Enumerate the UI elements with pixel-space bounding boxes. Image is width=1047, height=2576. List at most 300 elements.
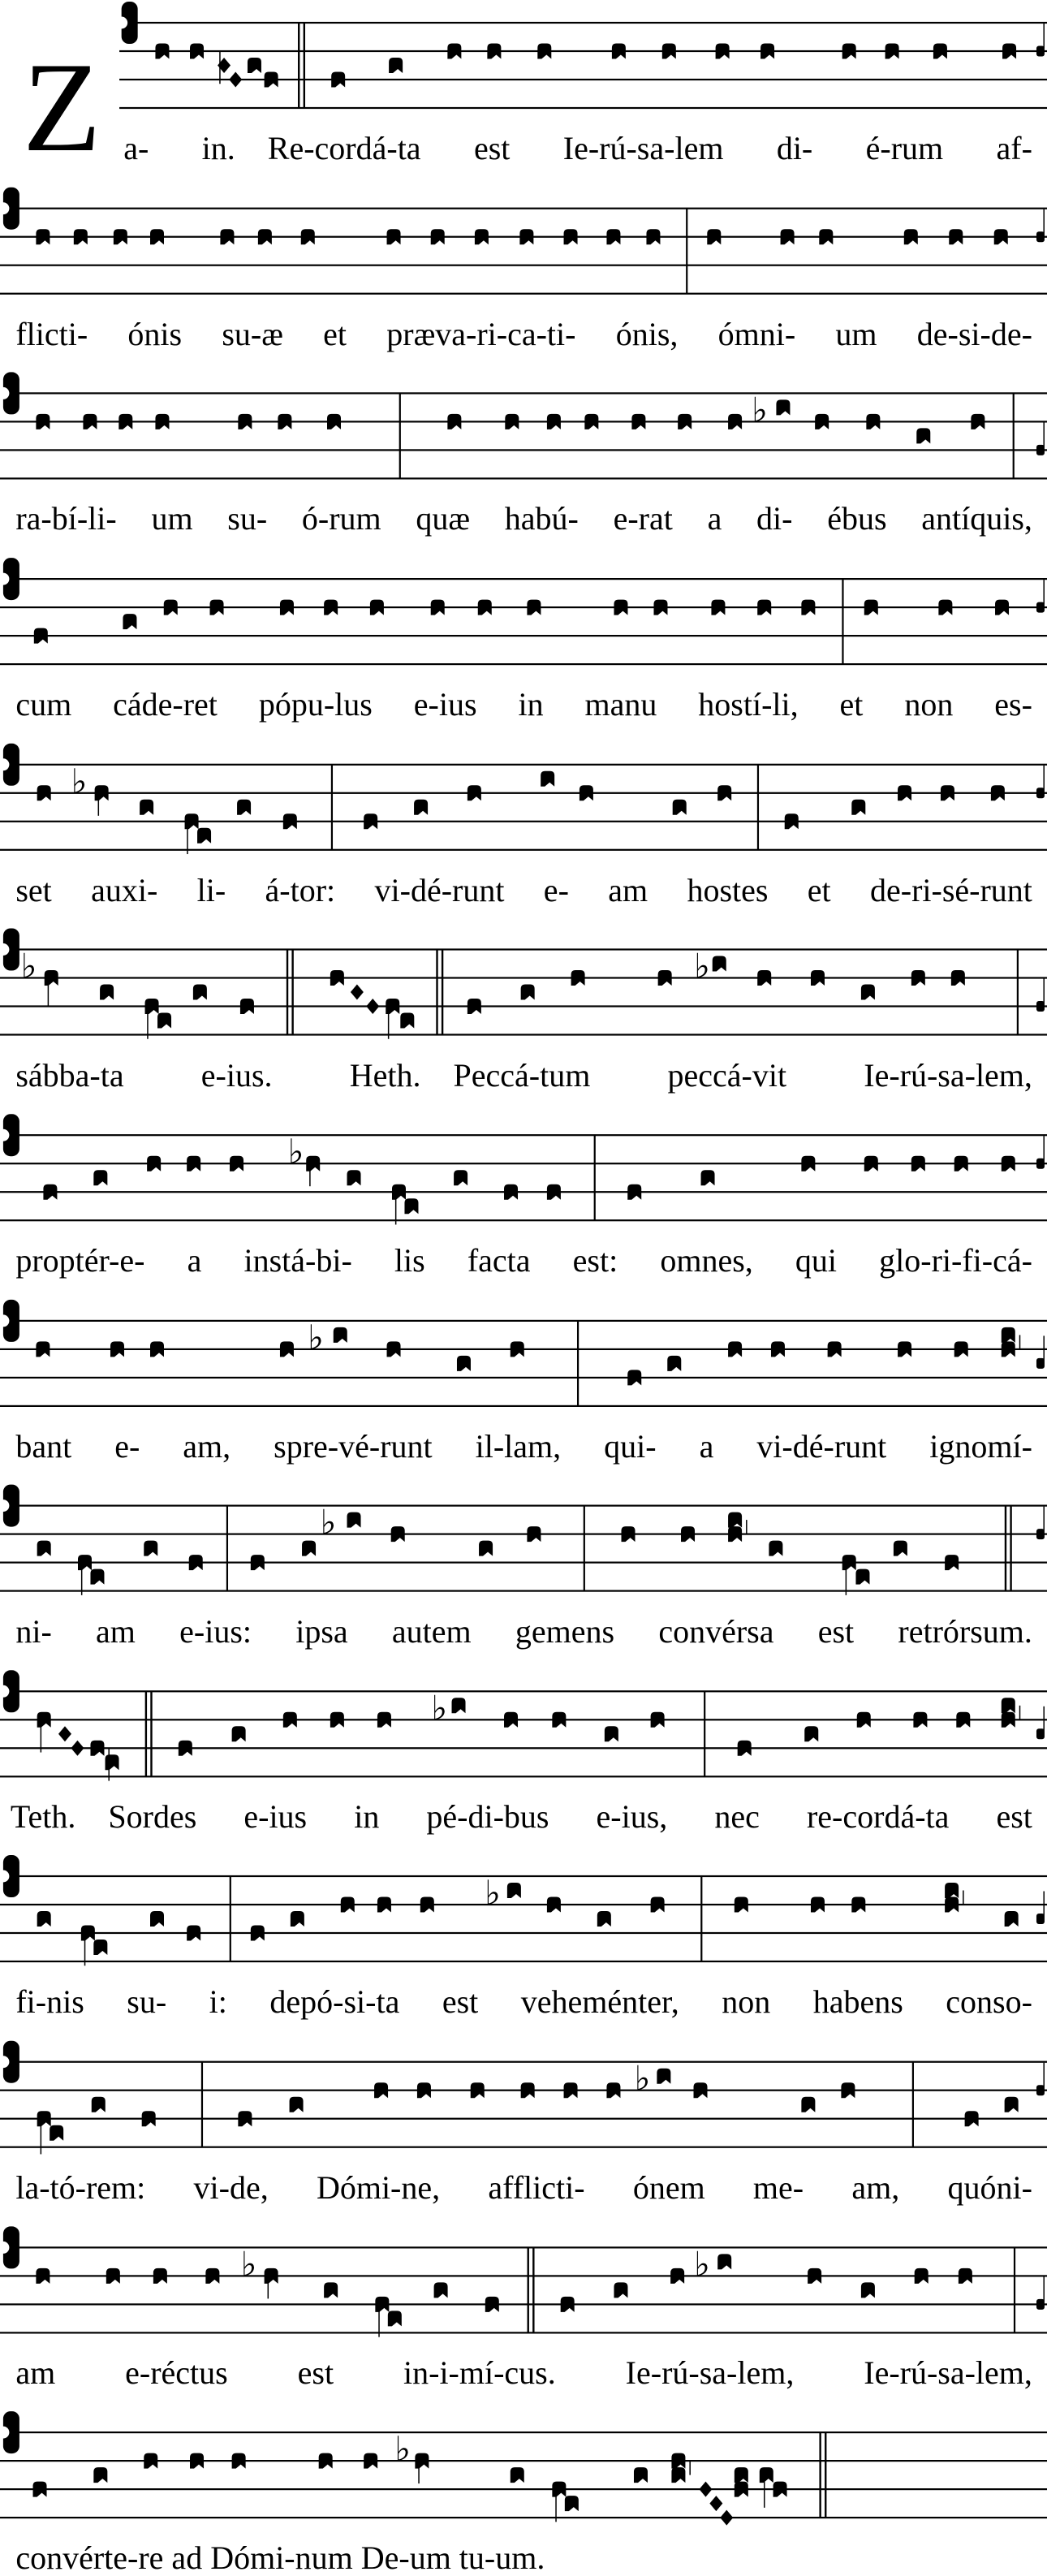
do-clef-icon xyxy=(0,1670,19,1712)
punctum-note xyxy=(238,414,252,429)
staff-line xyxy=(0,477,1047,479)
double-bar-line xyxy=(298,23,299,108)
punctum-note xyxy=(387,1341,401,1357)
flat-sign: ♭ xyxy=(694,946,710,986)
chant-system-9 xyxy=(0,1472,1047,1656)
punctum-note xyxy=(671,2453,685,2469)
punctum-note xyxy=(811,1897,825,1913)
punctum-note xyxy=(662,44,676,59)
punctum-note xyxy=(153,2268,167,2284)
staff-line xyxy=(0,1405,1047,1407)
punctum-note xyxy=(447,414,461,429)
punctum-note xyxy=(995,600,1009,615)
punctum-note xyxy=(467,785,481,800)
punctum-note xyxy=(114,229,127,244)
do-clef-icon xyxy=(0,929,19,971)
punctum-note xyxy=(283,1712,297,1728)
punctum-note xyxy=(851,800,865,815)
custos-stem xyxy=(1043,1507,1045,1531)
staff-line xyxy=(0,1904,1047,1905)
staff-notation xyxy=(0,368,1047,506)
punctum-note xyxy=(614,2282,627,2298)
staff-line xyxy=(0,1747,1047,1749)
punctum-note xyxy=(965,2111,979,2126)
punctum-note xyxy=(278,414,291,429)
punctum-note xyxy=(144,1541,157,1556)
bar-line xyxy=(686,209,687,294)
do-clef-icon xyxy=(0,188,19,230)
punctum-note xyxy=(83,414,97,429)
punctum-note xyxy=(861,2282,875,2298)
lyric-line-13: am e-réctus est in-i-mí-cus. Ie-rú-sa-lem, Ie-rú-sa-lem, xyxy=(15,2354,1032,2392)
punctum-note xyxy=(738,1741,752,1756)
stem-line xyxy=(1019,1335,1021,1349)
diamond-note xyxy=(351,985,364,1000)
punctum-note xyxy=(330,970,344,986)
custos-stem xyxy=(1043,24,1045,48)
punctum-note xyxy=(1002,44,1016,59)
punctum-note xyxy=(386,999,399,1014)
bar-line xyxy=(757,765,759,850)
punctum-note xyxy=(374,2082,388,2098)
bar-line xyxy=(1014,2247,1015,2332)
punctum-note xyxy=(597,1911,611,1927)
diamond-note xyxy=(71,1741,84,1756)
diamond-note xyxy=(699,2482,712,2497)
lyric-line-6: sábba-ta e-ius. Heth. Peccá-tum peccá-vit Ie-rú-sa-lem, xyxy=(15,1056,1032,1094)
punctum-note xyxy=(606,2082,620,2098)
punctum-note xyxy=(193,985,207,1000)
chant-system-11 xyxy=(0,1840,1047,2024)
punctum-note xyxy=(302,1541,316,1556)
punctum-note xyxy=(841,2082,855,2098)
staff-notation xyxy=(0,1288,1047,1426)
punctum-note xyxy=(417,2082,431,2098)
punctum-note xyxy=(37,1541,51,1556)
do-clef-icon xyxy=(0,2411,19,2453)
flat-sign: ♭ xyxy=(751,390,768,430)
bar-line xyxy=(594,1135,596,1220)
punctum-note xyxy=(971,414,985,429)
punctum-note xyxy=(164,600,178,615)
staff-line xyxy=(0,1590,1047,1592)
do-clef-icon xyxy=(0,558,19,600)
punctum-note xyxy=(420,1897,434,1913)
punctum-note xyxy=(157,1013,171,1029)
punctum-note xyxy=(728,1526,742,1542)
punctum-note xyxy=(375,2297,389,2312)
punctum-note xyxy=(804,1726,818,1741)
chant-system-6 xyxy=(0,920,1047,1104)
punctum-note xyxy=(505,414,519,429)
punctum-note xyxy=(678,414,692,429)
punctum-note xyxy=(716,44,730,59)
punctum-note xyxy=(681,1526,695,1542)
punctum-note xyxy=(760,44,774,59)
punctum-note xyxy=(1002,1698,1015,1713)
punctum-note xyxy=(93,1170,107,1185)
punctum-note xyxy=(290,2097,304,2112)
staff-notation xyxy=(0,1656,1047,1794)
punctum-note xyxy=(37,785,51,800)
punctum-note xyxy=(330,1712,344,1728)
punctum-note xyxy=(511,2467,524,2483)
double-bar-line xyxy=(528,2247,529,2332)
punctum-note xyxy=(606,229,620,244)
staff-notation xyxy=(0,736,1047,874)
punctum-note xyxy=(956,1712,970,1728)
custos-stem xyxy=(1043,209,1045,234)
bar-line xyxy=(577,1321,579,1406)
staff-line xyxy=(119,107,1047,109)
flat-sign: ♭ xyxy=(20,946,37,986)
staff-notation xyxy=(0,2208,1047,2346)
punctum-note xyxy=(45,970,58,986)
punctum-note xyxy=(123,614,136,629)
staff-line xyxy=(119,22,1047,24)
punctum-note xyxy=(933,44,947,59)
punctum-note xyxy=(735,2467,748,2483)
punctum-note xyxy=(717,2254,731,2269)
punctum-note xyxy=(521,985,535,1000)
bar-line xyxy=(201,2062,203,2147)
punctum-note xyxy=(728,414,742,429)
punctum-note xyxy=(377,1897,391,1913)
staff-line xyxy=(0,1776,1047,1777)
diamond-note xyxy=(720,2510,733,2526)
punctum-note xyxy=(230,1156,243,1171)
flat-sign: ♭ xyxy=(71,761,88,801)
chant-system-5 xyxy=(0,736,1047,921)
double-bar-line xyxy=(1010,1506,1011,1591)
punctum-note xyxy=(118,414,132,429)
double-bar-line xyxy=(819,2432,821,2518)
punctum-note xyxy=(653,600,667,615)
punctum-note xyxy=(1005,2097,1019,2112)
staff-notation xyxy=(0,1104,1047,1242)
punctum-note xyxy=(95,785,109,800)
punctum-note xyxy=(190,2453,204,2469)
punctum-note xyxy=(37,1911,51,1927)
flat-sign: ♭ xyxy=(394,2429,411,2470)
staff-line xyxy=(0,449,1047,451)
punctum-note xyxy=(670,2268,684,2284)
punctum-note xyxy=(564,229,578,244)
punctum-note xyxy=(324,600,338,615)
punctum-note xyxy=(37,2111,51,2126)
punctum-note xyxy=(280,1341,294,1357)
do-clef-icon xyxy=(0,1855,19,1897)
punctum-note xyxy=(140,800,153,815)
lyric-line-9: ni- am e-ius: ipsa autem gemens convérsa est retrórsum. xyxy=(15,1612,1032,1650)
punctum-note xyxy=(527,1526,541,1542)
custos-stem xyxy=(1043,580,1045,604)
punctum-note xyxy=(37,1712,51,1728)
punctum-note xyxy=(240,999,254,1014)
punctum-note xyxy=(327,414,341,429)
punctum-note xyxy=(43,1184,57,1200)
punctum-note xyxy=(504,1184,518,1200)
punctum-note xyxy=(81,1926,95,1941)
punctum-note xyxy=(387,229,401,244)
punctum-note xyxy=(110,1341,124,1357)
punctum-note xyxy=(187,1156,200,1171)
punctum-note xyxy=(612,44,626,59)
custos-stem xyxy=(1043,979,1045,1003)
punctum-note xyxy=(265,72,278,88)
punctum-note xyxy=(90,1569,104,1585)
staff-line xyxy=(0,2246,1047,2248)
punctum-note xyxy=(251,1555,265,1570)
chant-system-4 xyxy=(0,552,1047,736)
lyric-line-1: a- in. Re-cordá-ta est Ie-rú-sa-lem di- é-rum af- xyxy=(123,130,1032,166)
staff-line xyxy=(0,1134,1047,1136)
punctum-note xyxy=(1002,1712,1015,1728)
do-clef-icon xyxy=(0,744,19,786)
do-clef-icon xyxy=(115,2,138,44)
staff-line xyxy=(0,1320,1047,1322)
punctum-note xyxy=(248,58,261,73)
bar-line xyxy=(230,1876,231,1961)
double-bar-line xyxy=(304,23,305,108)
bar-line xyxy=(700,1876,702,1961)
staff-line xyxy=(119,79,1047,80)
punctum-note xyxy=(735,2482,748,2497)
chant-system-1 xyxy=(0,0,1047,184)
flat-sign: ♭ xyxy=(308,1317,324,1357)
double-bar-line xyxy=(150,1691,152,1776)
punctum-note xyxy=(552,1712,566,1728)
punctum-note xyxy=(431,600,445,615)
punctum-note xyxy=(258,229,272,244)
punctum-note xyxy=(454,1170,467,1185)
stem-line xyxy=(746,1520,748,1534)
bar-line xyxy=(912,2062,914,2147)
punctum-note xyxy=(145,999,159,1014)
punctum-note xyxy=(78,1555,92,1570)
lyric-line-12: la-tó-rem: vi-de, Dómi-ne, afflicti- ónem me- am, quóni- xyxy=(15,2168,1032,2206)
punctum-note xyxy=(851,1897,865,1913)
punctum-note xyxy=(485,2297,499,2312)
lyric-line-8: bant e- am, spre-vé-runt il-lam, qui- a vi-dé-runt ignomí- xyxy=(15,1427,1032,1465)
punctum-note xyxy=(898,1341,911,1357)
staff-notation xyxy=(0,184,1047,322)
punctum-note xyxy=(842,44,856,59)
punctum-note xyxy=(319,2453,333,2469)
custos-stem xyxy=(1043,1707,1045,1731)
punctum-note xyxy=(801,2097,815,2112)
punctum-note xyxy=(904,229,918,244)
punctum-note xyxy=(1002,1156,1015,1171)
punctum-note xyxy=(811,970,825,986)
staff-line xyxy=(0,2118,1047,2120)
punctum-note xyxy=(34,628,48,644)
double-bar-line xyxy=(825,2432,826,2518)
chant-system-14 xyxy=(0,2392,1047,2576)
staff-line xyxy=(0,1562,1047,1564)
punctum-note xyxy=(815,414,829,429)
punctum-note xyxy=(392,1184,406,1200)
punctum-note xyxy=(324,2282,338,2298)
punctum-note xyxy=(452,1698,466,1713)
staff-line xyxy=(0,977,1047,978)
punctum-note xyxy=(561,2297,575,2312)
punctum-note xyxy=(951,970,965,986)
punctum-note xyxy=(142,2111,156,2126)
punctum-note xyxy=(864,1156,878,1171)
punctum-note xyxy=(197,828,211,844)
punctum-note xyxy=(855,1569,869,1585)
custos-stem xyxy=(1043,2276,1045,2301)
punctum-note xyxy=(769,1541,782,1556)
punctum-note xyxy=(521,2082,535,2098)
flat-sign: ♭ xyxy=(240,2244,257,2285)
punctum-note xyxy=(189,1555,203,1570)
punctum-note xyxy=(179,1741,192,1756)
punctum-note xyxy=(785,813,799,829)
punctum-note xyxy=(634,2467,648,2483)
punctum-note xyxy=(106,2268,120,2284)
punctum-note xyxy=(92,2097,106,2112)
punctum-note xyxy=(519,229,533,244)
double-bar-line xyxy=(436,950,437,1035)
punctum-note xyxy=(898,785,911,800)
staff-line xyxy=(119,50,1047,52)
punctum-note xyxy=(93,1940,107,1955)
bar-line xyxy=(226,1506,228,1591)
punctum-note xyxy=(547,1897,561,1913)
punctum-note xyxy=(541,771,554,787)
punctum-note xyxy=(651,1897,665,1913)
punctum-note xyxy=(190,44,204,59)
punctum-note xyxy=(93,2467,107,2483)
do-clef-icon xyxy=(0,2041,19,2083)
punctum-note xyxy=(238,2111,252,2126)
punctum-note xyxy=(757,970,771,986)
staff-line xyxy=(0,663,1047,665)
punctum-note xyxy=(622,1526,636,1542)
double-bar-line xyxy=(442,950,443,1035)
custos-stem xyxy=(1043,1892,1045,1916)
punctum-note xyxy=(911,1156,925,1171)
punctum-note xyxy=(504,1712,518,1728)
punctum-note xyxy=(210,600,224,615)
chant-system-7 xyxy=(0,1104,1047,1288)
punctum-note xyxy=(954,1156,968,1171)
punctum-note xyxy=(280,600,294,615)
punctum-note xyxy=(580,785,593,800)
diamond-note xyxy=(229,72,242,88)
punctum-note xyxy=(487,44,501,59)
punctum-note xyxy=(584,414,598,429)
punctum-note xyxy=(434,2282,448,2298)
punctum-note xyxy=(671,2467,685,2483)
punctum-note xyxy=(701,1170,715,1185)
punctum-note xyxy=(819,229,833,244)
punctum-note xyxy=(377,1712,391,1728)
punctum-note xyxy=(527,600,541,615)
flat-sign: ♭ xyxy=(634,2058,651,2099)
bar-line xyxy=(842,579,843,664)
punctum-note xyxy=(1002,1341,1015,1357)
punctum-note xyxy=(347,1512,361,1528)
punctum-note xyxy=(147,1156,161,1171)
punctum-note xyxy=(457,1356,471,1371)
punctum-note xyxy=(781,229,795,244)
bar-line xyxy=(704,1691,705,1776)
punctum-note xyxy=(364,2453,377,2469)
custos-stem xyxy=(1043,422,1045,447)
punctum-note xyxy=(949,229,963,244)
punctum-note xyxy=(331,72,345,88)
lyric-line-14: convérte-re ad Dómi-num De-um tu-um. xyxy=(15,2539,545,2576)
diamond-note xyxy=(366,999,379,1014)
punctum-note xyxy=(537,44,551,59)
punctum-note xyxy=(994,229,1008,244)
punctum-note xyxy=(657,2069,670,2084)
punctum-note xyxy=(658,970,672,986)
punctum-note xyxy=(565,2496,579,2511)
punctum-note xyxy=(220,229,234,244)
punctum-note xyxy=(564,2082,578,2098)
punctum-note xyxy=(571,970,585,986)
drop-cap-initial: Z xyxy=(23,37,101,179)
punctum-note xyxy=(651,1712,665,1728)
punctum-note xyxy=(728,1341,742,1357)
punctum-note xyxy=(627,1370,641,1385)
staff-line xyxy=(0,1961,1047,1962)
punctum-note xyxy=(711,600,725,615)
staff-line xyxy=(0,2303,1047,2305)
punctum-note xyxy=(36,1341,50,1357)
punctum-note xyxy=(605,1726,618,1741)
punctum-note xyxy=(894,1541,907,1556)
punctum-note xyxy=(341,1897,355,1913)
punctum-note xyxy=(945,1897,959,1913)
bar-line xyxy=(399,393,401,478)
do-clef-icon xyxy=(0,372,19,414)
punctum-note xyxy=(713,956,726,972)
flat-sign: ♭ xyxy=(287,1132,304,1172)
punctum-note xyxy=(864,600,878,615)
punctum-note xyxy=(306,1156,320,1171)
punctum-note xyxy=(150,229,164,244)
do-clef-icon xyxy=(0,1300,19,1342)
staff-line xyxy=(0,2431,1047,2433)
punctum-note xyxy=(471,2082,485,2098)
chant-system-13 xyxy=(0,2208,1047,2393)
double-bar-line xyxy=(145,1691,147,1776)
double-bar-line xyxy=(532,2247,534,2332)
bar-line xyxy=(331,765,333,850)
punctum-note xyxy=(36,229,50,244)
custos-stem xyxy=(1043,2063,1045,2087)
staff-line xyxy=(0,606,1047,608)
punctum-note xyxy=(801,600,815,615)
punctum-note xyxy=(760,2467,773,2483)
punctum-note xyxy=(673,800,687,815)
custos-stem xyxy=(1043,1335,1045,1360)
punctum-note xyxy=(667,1356,681,1371)
punctum-note xyxy=(735,1897,748,1913)
punctum-note xyxy=(400,1013,414,1029)
punctum-note xyxy=(185,813,199,829)
lyric-line-11: fi-nis su- i: depó-si-ta est veheménter, non habens conso- xyxy=(15,1983,1032,2020)
punctum-note xyxy=(232,2453,246,2469)
punctum-note xyxy=(857,1712,871,1728)
flat-sign: ♭ xyxy=(694,2244,710,2285)
punctum-note xyxy=(861,985,875,1000)
